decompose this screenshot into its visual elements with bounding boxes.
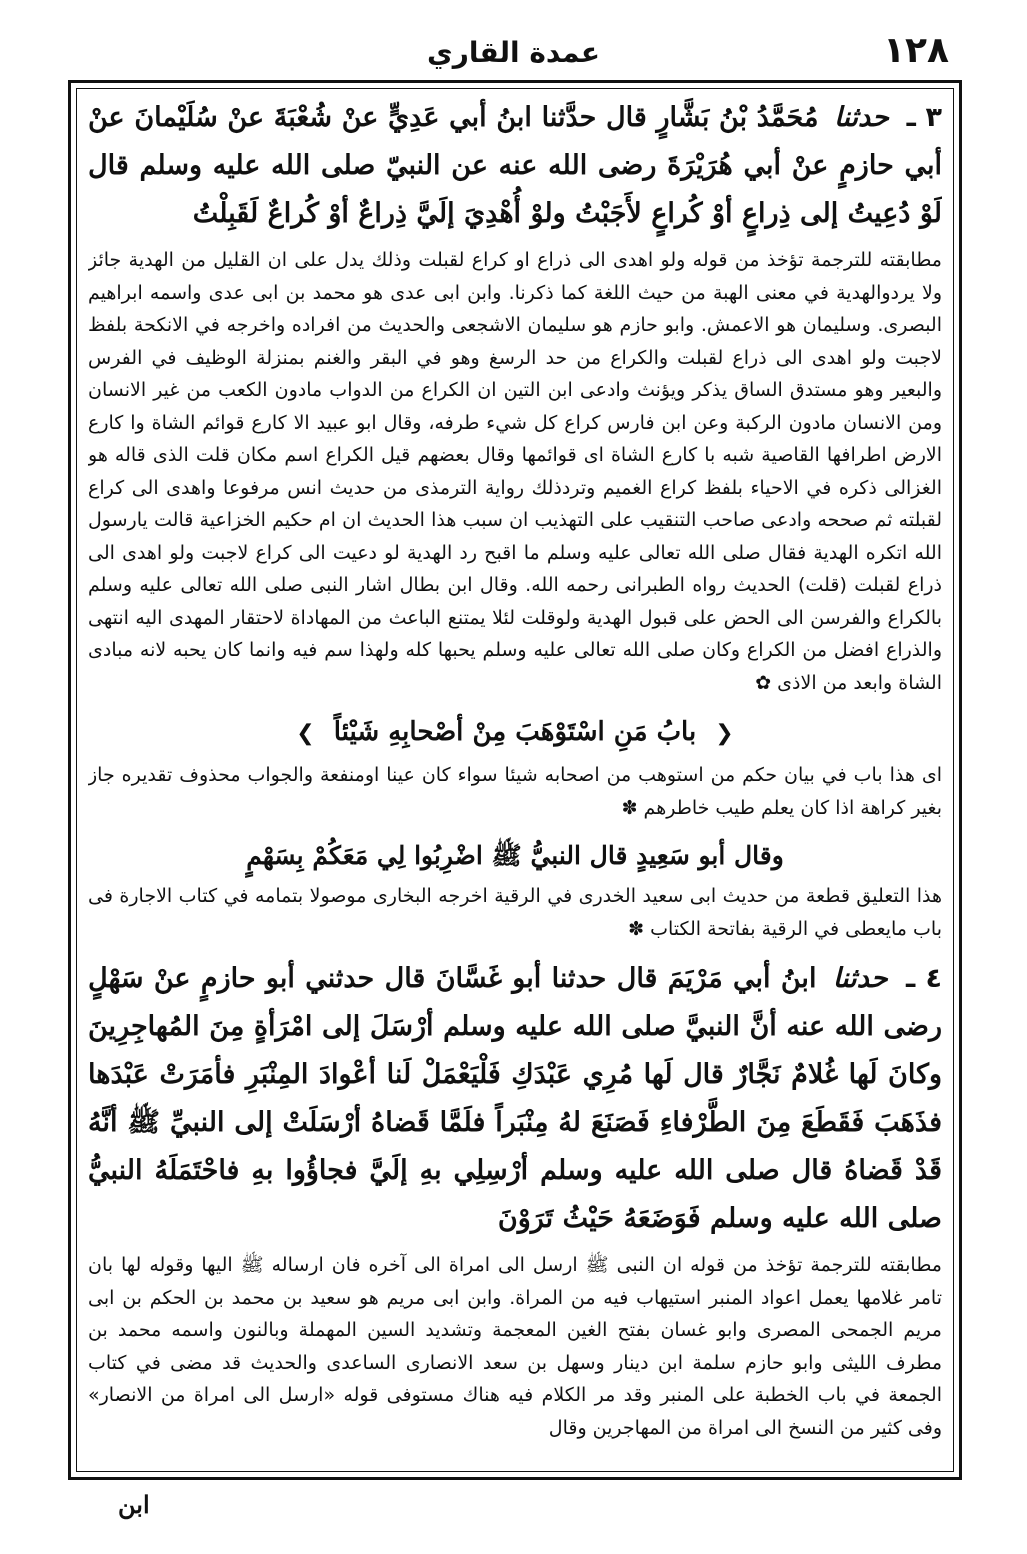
running-title: عمدة القاري	[427, 36, 600, 69]
commentary-paragraph: مطابقته للترجمة تؤخذ من قوله ان النبى ﷺ ارسل الى امراة الى آخره فان ارساله ﷺ اليها وقوله لها بان تامر غلامها يعمل اعواد المنبر استيهاب فيه من المراة. وابن ابى مريم هو سعيد بن محمد بن الحكم بن ابى مريم الجمحى المصرى وابو غسان بفتح الغين المعجمة وتشديد السين المهملة وبالنون واسمه محمد بن مطرف الليثى وابو حازم سلمة ابن دينار وسهل بن سعد الانصارى الساعدى والحديث قد مضى في كتاب الجمعة في باب الخطبة على المنبر وقد مر الكلام فيه هناك مستوفى قوله «ارسل الى امراة من الانصار» وفى كثير من النسخ الى امراة من المهاجرين وقال	[88, 1254, 942, 1439]
hadith-text: مُحَمَّدُ بْنُ بَشَّارٍ قال حدَّثنا ابنُ أبي عَدِيٍّ عنْ شُعْبَةَ عنْ سُلَيْمانَ عنْ أبي حازمٍ عنْ أبي هُرَيْرَةَ رضى الله عنه عن النبيّ صلى الله عليه وسلم قال لَوْ دُعِيتُ إلى ذِراعٍ أوْ كُراعٍ لأَجَبْتُ ولوْ أُهْدِيَ إلَيَّ ذِراعٌ أوْ كُراعٌ لَقَبِلْتُ	[88, 102, 942, 229]
hadith-text: ابنُ أبي مَرْيَمَ قال حدثنا أبو غَسَّانَ قال حدثني أبو حازمٍ عنْ سَهْلٍ رضى الله عنه أنَّ النبيَّ صلى الله عليه وسلم أرْسَلَ إلى امْرَأةٍ مِنَ المُهاجِرِينَ وكانَ لَها غُلامٌ نَجَّارٌ قال لَها مُرِي عَبْدَكِ فَلْيَعْمَلْ لَنا أعْوادَ المِنْبَرِ فأمَرَتْ عَبْدَها فذَهَبَ فَقَطَعَ مِنَ الطَّرْفاءِ فَصَنَعَ لهُ مِنْبَراً فلَمَّا قَضاهُ أرْسَلَتْ إلى النبيِّ ﷺ أنَّهُ قَدْ قَضاهُ قال صلى الله عليه وسلم أرْسِلِي بهِ إلَيَّ فجاؤُوا بهِ فاحْتَمَلَهُ النبيُّ صلى الله عليه وسلم فَوَضَعَهُ حَيْثُ تَرَوْنَ	[88, 963, 942, 1234]
chapter-heading	[88, 709, 942, 757]
ornament-right: ❮	[715, 721, 734, 746]
commentary-paragraph: اى هذا باب في بيان حكم من استوهب من اصحابه شيئا سواء كان عينا اومنفعة والجواب محذوف تقديره جاز بغير كراهة اذا كان يعلم طيب خاطرهم ✽	[88, 764, 942, 819]
commentary-paragraph: مطابقته للترجمة تؤخذ من قوله ولو اهدى الى ذراع او كراع لقبلت وذلك يدل على ان القليل من الهدية جائز ولا يردوالهدية في معنى الهبة من حيث اللغة كما ذكرنا. وابن ابى عدى هو محمد بن ابى عدى واسمه ابراهيم البصرى. وسليمان هو الاعمش. وابو حازم هو سليمان الاشجعى والحديث من افراده واخرجه في الانكحة بلفظ لاجبت ولو اهدى الى ذراع لقبلت والكراع من حد الرسغ وهو في البقر والغنم بمنزلة الوظيف في الفرس والبعير وهو مستدق الساق يذكر ويؤنث وادعى ابن التين ان الكراع من الدواب مادون الكعب من غير الانسان ومن الانسان مادون الركبة وعن ابن فارس كراع كل شيء طرفه، وقال ابو عبيد الا كارع قوائم الشاة وا كارع الارض اطرافها القاصية شبه با كارع الشاة اى قوائمها وقال بعضهم قيل الكراع اسم مكان قلت الذى قاله هو الغزالى ذكره في الاحياء بلفظ كراع الغميم وتردذلك رواية الترمذى من حديث انس مرفوعا واهدى الى كراع لقبلته ثم صححه وادعى صاحب التنقيب على التهذيب ان سبب هذا الحديث ان ام حكيم الخزاعية قالت يارسول الله اتكره الهدية فقال صلى الله تعالى عليه وسلم ما اقبح رد الهدية لو دعيت الى كراع لاجبت ولو اهدى الى ذراع لقبلت (قلت) الحديث رواه الطبرانى رحمه الله. وقال ابن بطال اشار النبى صلى الله تعالى عليه وسلم بالكراع والفرسن الى الحض على قبول الهدية ولوقلت لئلا يمتنع الباعث من المهاداة لاحتقار المهدى اليه انتهى والذراع افضل من الكراع وكان صلى الله تعالى عليه وسلم يحبها كله ولهذا سم فيه وانما كان يحبه لانه مبادى الشاة وابعد من الاذى ✿	[88, 249, 942, 694]
hadith-keyword: حدثنا	[834, 102, 889, 133]
hadith-number: ٣ ـ	[906, 102, 942, 133]
chapter-title: بابُ مَنِ اسْتَوْهَبَ مِنْ أصْحابِهِ شَيْئاً	[333, 717, 697, 747]
hadith-3	[88, 94, 942, 238]
catchword: ابن	[118, 1490, 150, 1519]
page-number: ١٢٨	[883, 30, 949, 71]
page-content	[88, 94, 942, 1466]
hadith-4	[88, 955, 942, 1243]
commentary-paragraph: هذا التعليق قطعة من حديث ابى سعيد الخدرى في الرقية اخرجه البخارى موصولا بتمامه في كتاب الاجارة فى باب مايعطى في الرقية بفاتحة الكتاب ✽	[88, 885, 942, 940]
ornament-left: ❯	[296, 721, 315, 746]
taliq-statement: وقال أبو سَعِيدٍ قال النبيُّ ﷺ اضْرِبُوا لِي مَعَكُمْ بِسَهْمٍ	[246, 841, 784, 870]
hadith-number: ٤ ـ	[905, 963, 942, 994]
page-header	[60, 30, 967, 74]
hadith-keyword: حدثنا	[832, 963, 888, 994]
